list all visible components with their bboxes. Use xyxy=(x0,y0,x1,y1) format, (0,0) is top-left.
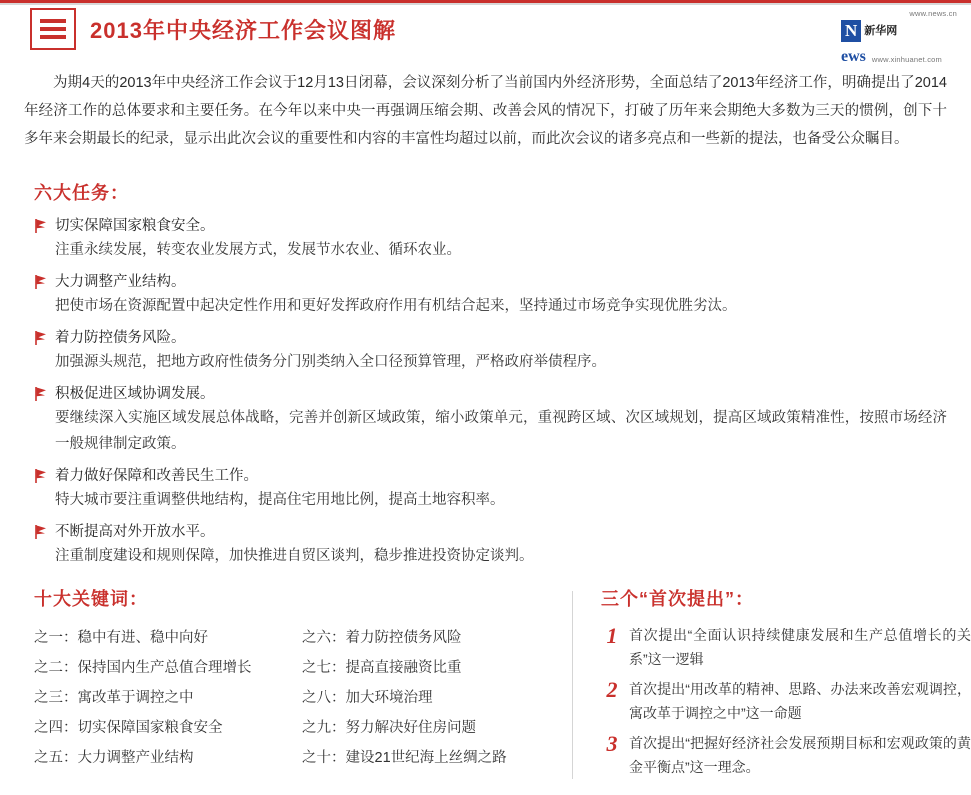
flag-icon xyxy=(34,525,47,539)
tasks-heading: 六大任务： xyxy=(34,183,129,203)
first-item xyxy=(601,677,971,725)
task-item xyxy=(34,465,947,513)
task-description: 加强源头规范，把地方政府性债务分门别类纳入全口径预算管理，严格政府举债程序。 xyxy=(55,354,606,370)
keywords-column-2 xyxy=(302,623,570,773)
logo-mark xyxy=(841,18,957,44)
task-description: 注重制度建设和规则保障，加快推进自贸区谈判，稳步推进投资协定谈判。 xyxy=(55,548,534,564)
list-icon-bar xyxy=(40,19,66,23)
first-item-text: 首次提出“把握好经济社会发展预期目标和宏观政策的黄金平衡点”这一理念。 xyxy=(629,735,971,775)
tasks-list xyxy=(34,215,947,569)
task-title-row xyxy=(34,327,947,349)
keywords-column-1 xyxy=(34,623,302,773)
first-item-number: 2 xyxy=(606,677,618,702)
task-title: 积极促进区域协调发展。 xyxy=(55,386,215,402)
task-item xyxy=(34,521,947,569)
logo-domain: www.news.cn xyxy=(909,9,957,18)
list-icon-bar xyxy=(40,35,66,39)
firsts-heading: 三个“首次提出”： xyxy=(601,589,754,609)
task-title: 着力防控债务风险。 xyxy=(55,330,186,346)
task-description: 特大城市要注重调整供地结构，提高住宅用地比例，提高土地容积率。 xyxy=(55,492,505,508)
keyword-item: 之七：提高直接融资比重 xyxy=(302,660,462,676)
task-title-row xyxy=(34,521,947,543)
keyword-item: 之十：建设21世纪海上丝绸之路 xyxy=(302,750,507,766)
keyword-item: 之二：保持国内生产总值合理增长 xyxy=(34,660,252,676)
first-item-text: 首次提出“全面认识持续健康发展和生产总值增长的关系”这一逻辑 xyxy=(629,627,971,667)
bottom-section xyxy=(0,585,971,785)
logo-text-group xyxy=(864,26,897,37)
first-item xyxy=(601,623,971,671)
flag-icon xyxy=(34,469,47,483)
logo-url: www.xinhuanet.com xyxy=(871,54,942,64)
task-item xyxy=(34,327,947,375)
flag-icon xyxy=(34,331,47,345)
keyword-item: 之四：切实保障国家粮食安全 xyxy=(34,720,223,736)
logo-badge-letter: N xyxy=(841,20,861,42)
task-title: 大力调整产业结构。 xyxy=(55,274,186,290)
task-item xyxy=(34,383,947,457)
task-description: 注重永续发展，转变农业发展方式，发展节水农业、循环农业。 xyxy=(55,242,461,258)
task-title-row xyxy=(34,383,947,405)
task-title-row xyxy=(34,465,947,487)
task-title-row xyxy=(34,215,947,237)
page-title: 2013年中央经济工作会议图解 xyxy=(90,17,396,43)
task-item xyxy=(34,271,947,319)
logo-cn-text: 新华网 xyxy=(864,24,898,37)
logo-news-row xyxy=(841,44,957,70)
keyword-item: 之六：着力防控债务风险 xyxy=(302,630,462,646)
keyword-item: 之三：寓改革于调控之中 xyxy=(34,690,194,706)
firsts-list xyxy=(601,623,971,779)
list-icon xyxy=(30,8,76,50)
flag-icon xyxy=(34,219,47,233)
task-description: 把使市场在资源配置中起决定性作用和更好发挥政府作用有机结合起来，坚持通过市场竞争实现优胜劣汰。 xyxy=(55,298,737,314)
flag-icon xyxy=(34,275,47,289)
task-description: 要继续深入实施区域发展总体战略，完善并创新区域政策，缩小政策单元，重视跨区域、次区域规划，提高区域政策精准性，按照市场经济一般规律制定政策。 xyxy=(55,410,947,452)
task-title: 着力做好保障和改善民生工作。 xyxy=(55,468,258,484)
first-item-number: 3 xyxy=(606,731,618,756)
keyword-item: 之九：努力解决好住房问题 xyxy=(302,720,476,736)
task-title-row xyxy=(34,271,947,293)
keyword-item: 之五：大力调整产业结构 xyxy=(34,750,194,766)
first-item-number: 1 xyxy=(606,623,618,648)
keywords-heading: 十大关键词： xyxy=(34,589,148,609)
keyword-item: 之一：稳中有进、稳中向好 xyxy=(34,630,208,646)
first-item xyxy=(601,731,971,779)
logo-news-text: ews xyxy=(841,48,866,65)
firsts-column xyxy=(573,585,971,785)
page-header xyxy=(0,0,971,65)
first-item-text: 首次提出“用改革的精神、思路、办法来改善宏观调控，寓改革于调控之中”这一命题 xyxy=(629,681,971,721)
flag-icon xyxy=(34,387,47,401)
task-title: 不断提高对外开放水平。 xyxy=(55,524,215,540)
header-title-group xyxy=(30,3,396,55)
xinhua-logo[interactable] xyxy=(841,7,957,70)
keywords-column xyxy=(0,585,572,785)
task-title: 切实保障国家粮食安全。 xyxy=(55,218,215,234)
intro-paragraph: 为期4天的2013年中央经济工作会议于12月13日闭幕，会议深刻分析了当前国内外经济形势，全面总结了2013年经济工作，明确提出了2014年经济工作的总体要求和主要任务。在今年以来中央一再强调压缩会期、改善会风的情况下，打破了历年来会期绝大多数为三天的惯例，创下十多年来会期最长的纪录，显示出此次会议的重要性和内容的丰富性均超过以前，而此次会议的诸多亮点和一些新的提法，也备受公众瞩目。 xyxy=(24,75,947,147)
list-icon-bar xyxy=(40,27,66,31)
keywords-grid xyxy=(34,623,572,773)
task-item xyxy=(34,215,947,263)
keyword-item: 之八：加大环境治理 xyxy=(302,690,433,706)
